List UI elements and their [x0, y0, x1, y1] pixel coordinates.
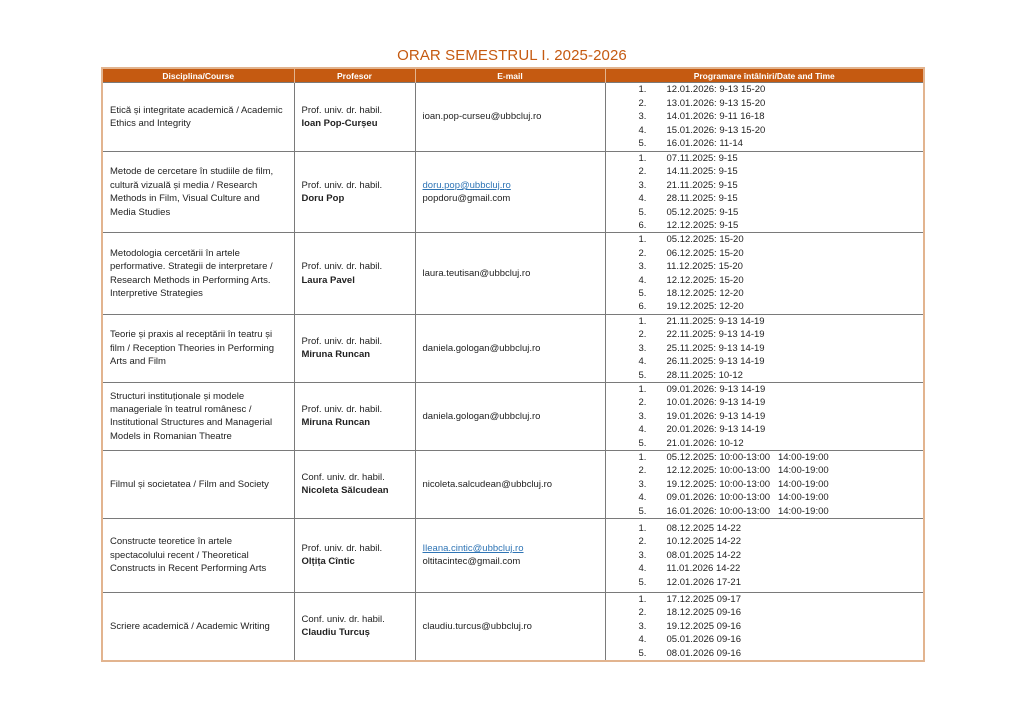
document-title: ORAR SEMESTRUL I. 2025-2026 [397, 47, 627, 64]
professor-title: Prof. univ. dr. habil. [301, 543, 383, 555]
date-item-number: 5. [638, 288, 647, 300]
professor-cell [294, 83, 415, 152]
professor-title: Prof. univ. dr. habil. [301, 335, 383, 347]
professor-cell [294, 382, 415, 450]
date-item-text: 16.01.2026: 10:00-13:00 14:00-19:00 [666, 505, 829, 517]
date-item-text: 14.01.2026: 9-11 16-18 [666, 111, 765, 123]
date-item [639, 535, 917, 548]
date-item [639, 328, 917, 341]
date-item-text: 20.01.2026: 9-13 14-19 [666, 424, 766, 436]
course-cell: Filmul și societatea / Film and Society [102, 450, 294, 518]
table-row [102, 83, 924, 152]
date-item-text: 08.01.2025 14-22 [666, 549, 741, 561]
date-list [613, 522, 917, 589]
date-item-text: 16.01.2026: 11-14 [666, 138, 743, 150]
date-item [639, 287, 917, 300]
header-professor: Profesor [294, 68, 415, 83]
date-item-number: 3. [638, 410, 647, 422]
date-item-number: 4. [638, 424, 647, 436]
email-cell [415, 518, 605, 592]
date-time-cell [605, 314, 924, 382]
date-item-text: 21.01.2026: 10-12 [666, 437, 744, 449]
date-item-text: 05.01.2026 09-16 [666, 634, 741, 646]
date-item [639, 451, 917, 464]
date-item-text: 12.12.2025: 15-20 [666, 274, 744, 286]
date-item-text: 09.01.2026: 9-13 14-19 [666, 383, 766, 395]
date-item-number: 3. [638, 261, 647, 273]
date-item-number: 2. [638, 166, 647, 178]
date-list [613, 383, 917, 450]
date-item-number: 4. [638, 274, 647, 286]
date-item-number: 4. [638, 563, 647, 575]
table-row [102, 450, 924, 518]
date-item-number: 1. [638, 593, 647, 605]
professor-cell [294, 450, 415, 518]
date-item-number: 1. [638, 383, 647, 395]
email-link[interactable]: doru.pop@ubbcluj.ro [422, 179, 511, 191]
date-item [639, 274, 917, 287]
date-item-text: 17.12.2025 09-17 [666, 593, 741, 605]
date-item [639, 437, 917, 450]
professor-name: Miruna Runcan [301, 417, 371, 429]
course-cell: Etică și integritate academică / Academic Ethics and Integrity [102, 83, 294, 152]
email-cell [415, 382, 605, 450]
date-item [639, 152, 917, 165]
date-item-text: 26.11.2025: 9-13 14-19 [666, 356, 765, 368]
date-item [639, 464, 917, 477]
email-text: daniela.gologan@ubbcluj.ro [422, 342, 541, 354]
date-item [639, 633, 917, 646]
email-cell [415, 450, 605, 518]
date-item [639, 620, 917, 633]
date-item-text: 08.12.2025 14-22 [666, 522, 741, 534]
date-item-number: 2. [638, 465, 647, 477]
date-list [613, 152, 917, 232]
email-text: oltitacintec@gmail.com [422, 556, 521, 568]
date-item-number: 1. [638, 84, 647, 96]
course-cell: Structuri instituționale și modele manageriale în teatrul românesc / Institutional Structures and Managerial Models in Romanian Theatre [102, 382, 294, 450]
email-cell [415, 152, 605, 233]
date-item [639, 576, 917, 589]
date-time-cell [605, 518, 924, 592]
course-cell: Teorie și praxis al receptării în teatru și film / Reception Theories in Performing Arts and Film [102, 314, 294, 382]
date-item [639, 562, 917, 575]
date-item-number: 3. [638, 549, 647, 561]
date-item [639, 505, 917, 518]
professor-title: Conf. univ. dr. habil. [301, 614, 385, 626]
date-item-number: 4. [638, 193, 647, 205]
date-item-text: 21.11.2025: 9-13 14-19 [666, 315, 765, 327]
date-item-number: 5. [638, 647, 647, 659]
date-time-cell [605, 233, 924, 314]
date-item-number: 3. [638, 111, 647, 123]
table-row [102, 314, 924, 382]
email-cell [415, 314, 605, 382]
date-item-number: 2. [638, 397, 647, 409]
date-item-text: 13.01.2026: 9-13 15-20 [666, 97, 766, 109]
email-text: claudiu.turcus@ubbcluj.ro [422, 620, 532, 632]
date-time-cell [605, 382, 924, 450]
email-cell [415, 83, 605, 152]
professor-name: Olțița Cîntic [301, 556, 355, 568]
date-item-text: 07.11.2025: 9-15 [666, 153, 738, 164]
date-item-number: 2. [638, 247, 647, 259]
date-item-number: 3. [638, 179, 647, 191]
date-list [613, 83, 917, 150]
date-item [639, 110, 917, 123]
date-item-text: 05.12.2025: 15-20 [666, 234, 744, 246]
date-item-number: 5. [638, 138, 647, 150]
date-item-text: 12.12.2025: 9-15 [666, 220, 739, 232]
date-item-number: 4. [638, 124, 647, 136]
date-item-number: 5. [638, 505, 647, 517]
date-item-number: 5. [638, 369, 647, 381]
date-item [639, 606, 917, 619]
table-row [102, 592, 924, 661]
date-item-number: 4. [638, 492, 647, 504]
date-list [613, 451, 917, 518]
date-list [613, 593, 917, 660]
date-time-cell [605, 450, 924, 518]
date-item-text: 19.12.2025: 10:00-13:00 14:00-19:00 [666, 478, 829, 490]
date-item [639, 647, 917, 660]
date-item-text: 15.01.2026: 9-13 15-20 [666, 124, 766, 136]
date-item-number: 2. [638, 607, 647, 619]
date-item-text: 19.12.2025 09-16 [666, 620, 741, 632]
professor-name: Miruna Runcan [301, 349, 371, 361]
date-item-number: 1. [638, 451, 647, 463]
date-item [639, 369, 917, 382]
date-item-number: 6. [638, 301, 647, 313]
date-item [639, 423, 917, 436]
date-item-number: 1. [638, 234, 647, 246]
date-item-number: 1. [638, 522, 647, 534]
date-item-number: 5. [638, 576, 647, 588]
date-item [639, 219, 917, 232]
date-item [639, 192, 917, 205]
email-text: daniela.gologan@ubbcluj.ro [422, 410, 541, 422]
date-item [639, 97, 917, 110]
date-item-number: 6. [638, 220, 647, 232]
date-item [639, 522, 917, 535]
date-time-cell [605, 152, 924, 233]
date-item-text: 12.01.2026 17-21 [666, 576, 741, 588]
course-cell: Metodologia cercetării în artele performative. Strategii de interpretare / Research Methods in Performing Arts. Interpretive Strategies [102, 233, 294, 314]
email-text: laura.teutisan@ubbcluj.ro [422, 267, 531, 279]
date-item [639, 260, 917, 273]
date-item-text: 18.12.2025: 12-20 [666, 288, 744, 300]
professor-name: Claudiu Turcuș [301, 627, 370, 639]
date-item-text: 19.12.2025: 12-20 [666, 301, 744, 313]
table-header-row [102, 68, 924, 83]
date-item-text: 25.11.2025: 9-13 14-19 [666, 342, 765, 354]
email-text: popdoru@gmail.com [422, 193, 511, 205]
date-item-number: 1. [638, 153, 647, 164]
date-list [613, 315, 917, 382]
date-item [639, 124, 917, 137]
date-item [639, 300, 917, 313]
date-item-text: 11.12.2025: 15-20 [666, 261, 743, 273]
date-item-number: 4. [638, 634, 647, 646]
course-cell: Metode de cercetare în studiile de film, cultură vizuală și media / Research Methods in Film, Visual Culture and Media Studies [102, 152, 294, 233]
date-item-text: 08.01.2026 09-16 [666, 647, 741, 659]
table-row [102, 233, 924, 314]
professor-title: Prof. univ. dr. habil. [301, 179, 383, 191]
date-time-cell [605, 83, 924, 152]
professor-name: Ioan Pop-Curșeu [301, 118, 378, 129]
schedule-table [101, 67, 925, 662]
table-row [102, 152, 924, 233]
date-item [639, 478, 917, 491]
professor-cell [294, 314, 415, 382]
date-item-number: 1. [638, 315, 647, 327]
professor-name: Doru Pop [301, 193, 345, 205]
header-email: E-mail [415, 68, 605, 83]
date-item-text: 19.01.2026: 9-13 14-19 [666, 410, 766, 422]
table-row [102, 382, 924, 450]
header-date-time: Programare întâlniri/Date and Time [605, 68, 924, 83]
date-item [639, 491, 917, 504]
date-item-text: 10.12.2025 14-22 [666, 536, 741, 548]
date-item-number: 2. [638, 97, 647, 109]
date-item [639, 593, 917, 606]
date-item-text: 05.12.2025: 10:00-13:00 14:00-19:00 [666, 451, 829, 463]
date-item-text: 10.01.2026: 9-13 14-19 [666, 397, 766, 409]
date-item [639, 247, 917, 260]
date-item-text: 05.12.2025: 9-15 [666, 206, 739, 218]
date-item-number: 3. [638, 620, 647, 632]
date-list [613, 233, 917, 313]
professor-title: Conf. univ. dr. habil. [301, 472, 385, 484]
date-item-number: 3. [638, 478, 647, 490]
professor-name: Nicoleta Sălcudean [301, 485, 389, 497]
date-item-text: 12.01.2026: 9-13 15-20 [666, 84, 766, 96]
date-item-text: 22.11.2025: 9-13 14-19 [666, 329, 765, 341]
email-cell [415, 592, 605, 661]
course-cell: Constructe teoretice în artele spectacolului recent / Theoretical Constructs in Recent Performing Arts [102, 518, 294, 592]
date-item-text: 06.12.2025: 15-20 [666, 247, 744, 259]
date-item [639, 355, 917, 368]
professor-title: Prof. univ. dr. habil. [301, 404, 383, 416]
professor-title: Prof. univ. dr. habil. [301, 104, 383, 116]
date-time-cell [605, 592, 924, 661]
course-cell: Scriere academică / Academic Writing [102, 592, 294, 661]
email-text: ioan.pop-curseu@ubbcluj.ro [422, 111, 542, 123]
date-item-text: 28.11.2025: 9-15 [666, 193, 738, 205]
professor-cell [294, 233, 415, 314]
date-item-text: 18.12.2025 09-16 [666, 607, 741, 619]
date-item [639, 342, 917, 355]
header-course: Disciplina/Course [102, 68, 294, 83]
date-item-number: 5. [638, 206, 647, 218]
date-item-number: 2. [638, 329, 647, 341]
date-item [639, 165, 917, 178]
date-item [639, 410, 917, 423]
date-item [639, 315, 917, 328]
professor-cell [294, 518, 415, 592]
date-item-number: 3. [638, 342, 647, 354]
date-item-text: 28.11.2025: 10-12 [666, 369, 743, 381]
date-item-number: 2. [638, 536, 647, 548]
date-item [639, 549, 917, 562]
professor-title: Prof. univ. dr. habil. [301, 261, 383, 273]
date-item [639, 233, 917, 246]
date-item-text: 14.11.2025: 9-15 [666, 166, 738, 178]
date-item [639, 137, 917, 150]
date-item [639, 179, 917, 192]
date-item [639, 206, 917, 219]
date-item-text: 21.11.2025: 9-15 [666, 179, 738, 191]
date-item-text: 11.01.2026 14-22 [666, 563, 741, 575]
professor-cell [294, 592, 415, 661]
date-item-number: 5. [638, 437, 647, 449]
email-link[interactable]: Ileana.cintic@ubbcluj.ro [422, 543, 524, 555]
date-item-number: 4. [638, 356, 647, 368]
professor-name: Laura Pavel [301, 274, 355, 286]
email-cell [415, 233, 605, 314]
date-item [639, 383, 917, 396]
table-row [102, 518, 924, 592]
date-item [639, 396, 917, 409]
date-item [639, 83, 917, 96]
date-item-text: 12.12.2025: 10:00-13:00 14:00-19:00 [666, 465, 829, 477]
date-item-text: 09.01.2026: 10:00-13:00 14:00-19:00 [666, 492, 829, 504]
email-text: nicoleta.salcudean@ubbcluj.ro [422, 478, 553, 490]
professor-cell [294, 152, 415, 233]
